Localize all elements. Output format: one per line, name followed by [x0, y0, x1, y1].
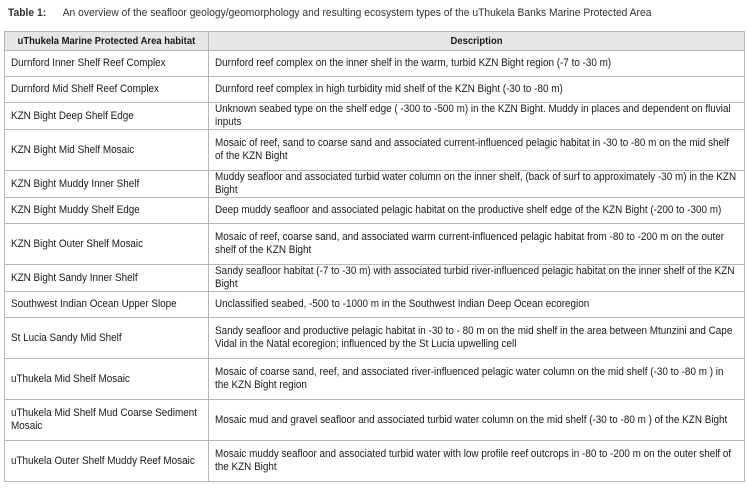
habitat-name: KZN Bight Muddy Inner Shelf: [11, 177, 140, 190]
table-row: [5, 103, 745, 130]
habitat-description: Sandy seafloor and productive pelagic habitat in -30 to - 80 m on the mid shelf in the area between Mtunzini and Cape Vidal in the Natal ecoregion; influenced by the St Lucia upwelling cell: [215, 325, 733, 350]
habitat-cell: [5, 318, 209, 359]
habitat-cell: [5, 130, 209, 171]
habitat-description: Mosaic of reef, coarse sand, and associated warm current-influenced pelagic habitat from -80 to -200 m on the outer shelf of the KZN Bight: [215, 231, 725, 256]
habitat-name: KZN Bight Deep Shelf Edge: [11, 109, 134, 122]
habitat-name: KZN Bight Sandy Inner Shelf: [11, 271, 138, 284]
description-cell: [209, 77, 745, 103]
habitat-cell: [5, 359, 209, 400]
description-cell: [209, 171, 745, 198]
column-header-description: [209, 32, 745, 51]
habitat-table: [4, 31, 745, 482]
habitat-cell: [5, 103, 209, 130]
habitat-description: Deep muddy seafloor and associated pelagic habitat on the productive shelf edge of the KZN Bight (-200 to -300 m): [215, 204, 722, 216]
table-caption-label: Table 1:: [8, 7, 47, 19]
habitat-name: uThukela Outer Shelf Muddy Reef Mosaic: [11, 454, 195, 467]
description-cell: [209, 359, 745, 400]
table-row: [5, 51, 745, 77]
habitat-description: Mosaic muddy seafloor and associated turbid water with low profile reef outcrops in -80 to -200 m on the outer shelf of the KZN Bight: [215, 448, 732, 473]
habitat-name: KZN Bight Outer Shelf Mosaic: [11, 237, 144, 250]
habitat-cell: [5, 77, 209, 103]
description-cell: [209, 130, 745, 171]
habitat-cell: [5, 265, 209, 292]
habitat-description: Durnford reef complex on the inner shelf in the warm, turbid KZN Bight region (-7 to -30 m): [215, 57, 612, 69]
habitat-name: KZN Bight Muddy Shelf Edge: [11, 204, 140, 216]
habitat-cell: [5, 51, 209, 77]
habitat-name: uThukela Mid Shelf Mosaic: [11, 372, 130, 385]
table-caption: [8, 3, 685, 23]
habitat-name: uThukela Mid Shelf Mud Coarse Sediment Mosaic: [11, 407, 198, 432]
column-header-habitat-label: uThukela Marine Protected Area habitat: [17, 34, 196, 47]
description-cell: [209, 103, 745, 130]
table-row: [5, 265, 745, 292]
habitat-cell: [5, 224, 209, 265]
habitat-description: Mosaic of reef, sand to coarse sand and associated current-influenced pelagic habitat in -30 to -80 m on the mid shelf of the KZN Bight: [215, 137, 729, 162]
table-row: [5, 224, 745, 265]
description-cell: [209, 441, 745, 482]
table-caption-text: An overview of the seafloor geology/geomorphology and resulting ecosystem types of the uThukela Banks Marine Protected Area: [62, 7, 652, 19]
habitat-cell: [5, 292, 209, 318]
description-cell: [209, 318, 745, 359]
table-row: [5, 171, 745, 198]
description-cell: [209, 198, 745, 224]
table-row: [5, 77, 745, 103]
description-cell: [209, 292, 745, 318]
description-cell: [209, 224, 745, 265]
habitat-cell: [5, 400, 209, 441]
table-row: [5, 318, 745, 359]
table-header-row: [5, 32, 745, 51]
table-row: [5, 441, 745, 482]
habitat-name: Southwest Indian Ocean Upper Slope: [11, 298, 177, 310]
habitat-description: Mosaic mud and gravel seafloor and associated turbid water column on the mid shelf (-30 to -80 m ) of the KZN Bight: [215, 413, 728, 426]
habitat-cell: [5, 171, 209, 198]
habitat-name: St Lucia Sandy Mid Shelf: [11, 331, 122, 344]
column-header-description-label: Description: [450, 34, 503, 47]
habitat-description: Durnford reef complex in high turbidity mid shelf of the KZN Bight (-30 to -80 m): [215, 83, 563, 95]
habitat-description: Sandy seafloor habitat (-7 to -30 m) with associated turbid river-influenced pelagic habitat on the inner shelf of the KZN Bight: [215, 265, 735, 290]
table-row: [5, 359, 745, 400]
description-cell: [209, 400, 745, 441]
habitat-description: Muddy seafloor and associated turbid water column on the inner shelf, (back of surf to approximately -30 m) in the KZN Bight: [215, 171, 737, 196]
habitat-description: Unclassified seabed, -500 to -1000 m in the Southwest Indian Deep Ocean ecoregion: [215, 298, 590, 310]
habitat-cell: [5, 198, 209, 224]
table-row: [5, 292, 745, 318]
table-row: [5, 198, 745, 224]
table-row: [5, 400, 745, 441]
habitat-name: KZN Bight Mid Shelf Mosaic: [11, 143, 135, 156]
habitat-name: Durnford Mid Shelf Reef Complex: [11, 83, 160, 95]
description-cell: [209, 265, 745, 292]
habitat-description: Unknown seabed type on the shelf edge ( -300 to -500 m) in the KZN Bight. Muddy in places and dependent on fluvial inputs: [215, 103, 731, 128]
column-header-habitat: [5, 32, 209, 51]
habitat-cell: [5, 441, 209, 482]
table-row: [5, 130, 745, 171]
description-cell: [209, 51, 745, 77]
habitat-description: Mosaic of coarse sand, reef, and associated river-influenced pelagic water column on the mid shelf (-30 to -80 m ) in the KZN Bight region: [215, 366, 724, 391]
habitat-name: Durnford Inner Shelf Reef Complex: [11, 57, 166, 69]
